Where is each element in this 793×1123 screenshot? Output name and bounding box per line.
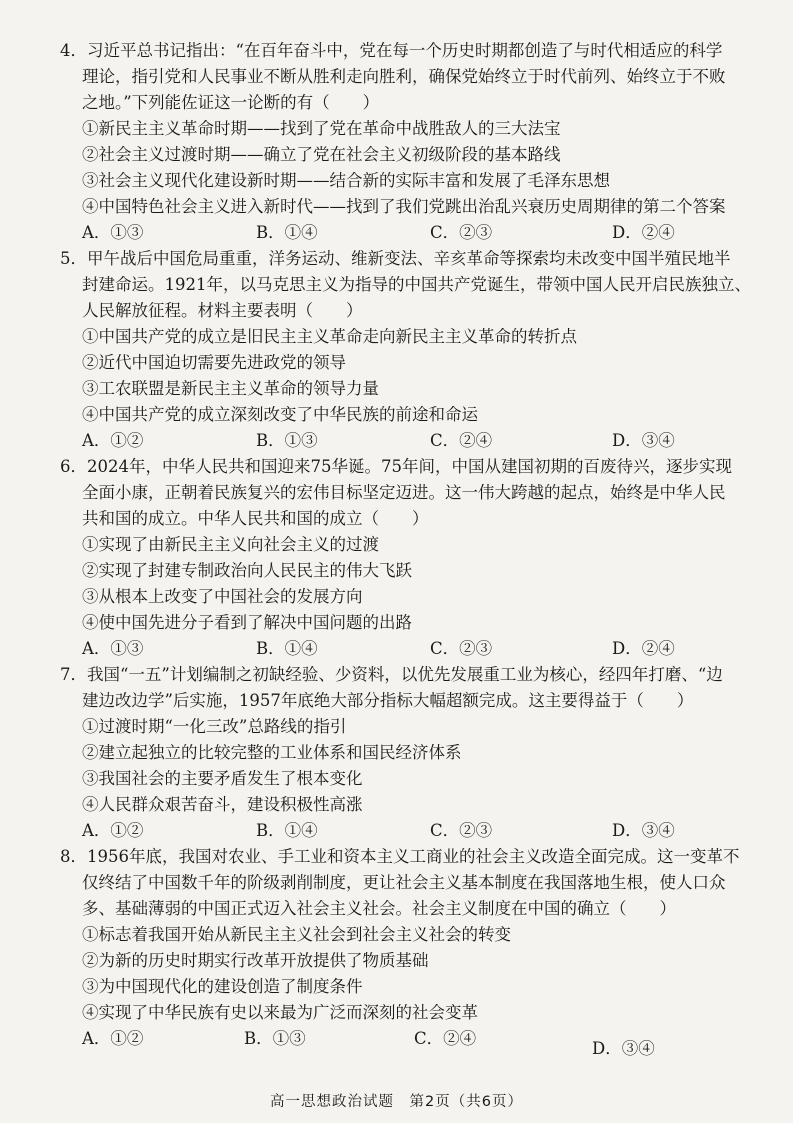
answer-choices xyxy=(60,1026,760,1058)
question-8 xyxy=(60,844,760,1058)
question-stem: 4．习近平总书记指出：“在百年奋斗中，党在每一个历史时期都创造了与时代相适应的科学 xyxy=(60,41,723,60)
choice-b[interactable]: B．①④ xyxy=(256,639,318,658)
option-3: ③我国社会的主要矛盾发生了根本变化 xyxy=(82,769,363,788)
choice-a[interactable]: A．①② xyxy=(82,1029,144,1048)
option-2: ②近代中国迫切需要先进政党的领导 xyxy=(82,353,346,372)
option-4: ④中国特色社会主义进入新时代——找到了我们党跳出治乱兴衰历史周期律的第二个答案 xyxy=(82,197,726,216)
choice-d[interactable]: D．③④ xyxy=(612,431,675,450)
option-4: ④实现了中华民族有史以来最为广泛而深刻的社会变革 xyxy=(82,1003,478,1022)
option-2: ②建立起独立的比较完整的工业体系和国民经济体系 xyxy=(82,743,462,762)
option-1: ①实现了由新民主主义向社会主义的过渡 xyxy=(82,535,379,554)
option-1: ①过渡时期“一化三改”总路线的指引 xyxy=(82,717,347,736)
choice-c[interactable]: C．②③ xyxy=(430,223,493,242)
choice-a[interactable]: A．①② xyxy=(82,821,144,840)
page-footer: 高一思想政治试题 第2页（共6页） xyxy=(270,1094,523,1110)
option-4: ④使中国先进分子看到了解决中国问题的出路 xyxy=(82,613,412,632)
choice-d[interactable]: D．③④ xyxy=(592,1039,655,1058)
option-3: ③从根本上改变了中国社会的发展方向 xyxy=(82,587,363,606)
option-2: ②实现了封建专制政治向人民民主的伟大飞跃 xyxy=(82,561,412,580)
option-2: ②社会主义过渡时期——确立了党在社会主义初级阶段的基本路线 xyxy=(82,145,561,164)
choice-c[interactable]: C．②③ xyxy=(430,821,493,840)
choice-a[interactable]: A．①② xyxy=(82,431,144,450)
choice-a[interactable]: A．①③ xyxy=(82,639,144,658)
question-stem: 多、基础薄弱的中国正式迈入社会主义社会。社会主义制度在中国的确立（ ） xyxy=(82,899,676,918)
question-stem: 封建命运。1921年，以马克思主义为指导的中国共产党诞生，带领中国人民开启民族独立、 xyxy=(82,275,751,294)
question-stem: 全面小康，正朝着民族复兴的宏伟目标坚定迈进。这一伟大跨越的起点，始终是中华人民 xyxy=(82,483,726,502)
choice-d[interactable]: D．③④ xyxy=(612,821,675,840)
question-stem: 5．甲午战后中国危局重重，洋务运动、维新变法、辛亥革命等探索均未改变中国半殖民地半 xyxy=(60,249,731,268)
option-3: ③为中国现代化的建设创造了制度条件 xyxy=(82,977,363,996)
choice-b[interactable]: B．①④ xyxy=(256,821,318,840)
option-1: ①标志着我国开始从新民主主义社会到社会主义社会的转变 xyxy=(82,925,511,944)
option-3: ③社会主义现代化建设新时期——结合新的实际丰富和发展了毛泽东思想 xyxy=(82,171,610,190)
question-7 xyxy=(60,662,760,844)
choice-c[interactable]: C．②④ xyxy=(430,431,493,450)
question-stem: 共和国的成立。中华人民共和国的成立（ ） xyxy=(82,509,429,528)
question-stem: 之地。”下列能佐证这一论断的有（ ） xyxy=(82,93,380,112)
question-stem: 建边改边学”后实施，1957年底绝大部分指标大幅超额完成。这主要得益于（ ） xyxy=(82,691,694,710)
option-3: ③工农联盟是新民主主义革命的领导力量 xyxy=(82,379,379,398)
answer-choices xyxy=(60,220,760,246)
answer-choices xyxy=(60,428,760,454)
question-stem: 8．1956年底，我国对农业、手工业和资本主义工商业的社会主义改造全面完成。这一变革不 xyxy=(60,847,740,866)
question-stem: 理论，指引党和人民事业不断从胜利走向胜利，确保党始终立于时代前列、始终立于不败 xyxy=(82,67,726,86)
question-stem: 仅终结了中国数千年的阶级剥削制度，更让社会主义基本制度在我国落地生根，使人口众 xyxy=(82,873,726,892)
choice-a[interactable]: A．①③ xyxy=(82,223,144,242)
option-2: ②为新的历史时期实行改革开放提供了物质基础 xyxy=(82,951,429,970)
choice-b[interactable]: B．①③ xyxy=(256,431,318,450)
question-5 xyxy=(60,246,760,454)
answer-choices xyxy=(60,636,760,662)
option-1: ①新民主主义革命时期——找到了党在革命中战胜敌人的三大法宝 xyxy=(82,119,561,138)
option-4: ④中国共产党的成立深刻改变了中华民族的前途和命运 xyxy=(82,405,478,424)
choice-c[interactable]: C．②③ xyxy=(430,639,493,658)
choice-b[interactable]: B．①④ xyxy=(256,223,318,242)
question-stem: 7．我国“一五”计划编制之初缺经验、少资料，以优先发展重工业为核心，经四年打磨、“边 xyxy=(60,665,723,684)
choice-d[interactable]: D．②④ xyxy=(612,639,675,658)
option-4: ④人民群众艰苦奋斗，建设积极性高涨 xyxy=(82,795,363,814)
question-stem: 人民解放征程。材料主要表明（ ） xyxy=(82,301,363,320)
question-4 xyxy=(60,38,760,246)
choice-c[interactable]: C．②④ xyxy=(414,1029,477,1048)
option-1: ①中国共产党的成立是旧民主主义革命走向新民主主义革命的转折点 xyxy=(82,327,577,346)
choice-b[interactable]: B．①③ xyxy=(244,1029,306,1048)
choice-d[interactable]: D．②④ xyxy=(612,223,675,242)
answer-choices xyxy=(60,818,760,844)
question-6 xyxy=(60,454,760,662)
question-stem: 6．2024年，中华人民共和国迎来75华诞。75年间，中国从建国初期的百废待兴，逐步实现 xyxy=(60,457,732,476)
